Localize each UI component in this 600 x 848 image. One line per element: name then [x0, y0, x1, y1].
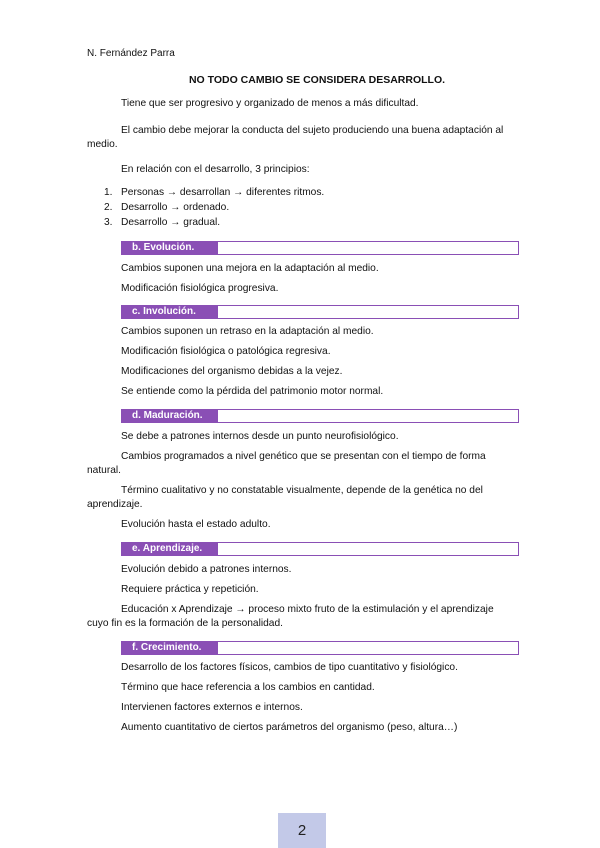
section-heading-label: d. Maduración.: [132, 410, 203, 421]
section-heading-label: e. Aprendizaje.: [132, 543, 203, 554]
list-text: Personas → desarrollan → diferentes ritmos.: [121, 187, 325, 198]
section-line: Modificaciones del organismo debidas a la vejez.: [121, 366, 343, 377]
section-line: Aumento cuantitativo de ciertos parámetros del organismo (peso, altura…): [121, 722, 458, 733]
section-line: Evolución debido a patrones internos.: [121, 564, 292, 575]
section-line: Cambios suponen un retraso en la adaptación al medio.: [121, 326, 374, 337]
list-number: 2.: [104, 202, 113, 213]
section-heading-label: f. Crecimiento.: [132, 642, 202, 653]
section-heading-evolucion: [121, 241, 519, 255]
running-header: N. Fernández Parra: [87, 48, 175, 59]
section-heading-maduracion: [121, 409, 519, 423]
principle-list-item: [104, 202, 229, 213]
section-line: Modificación fisiológica o patológica regresiva.: [121, 346, 331, 357]
list-number: 1.: [104, 187, 113, 198]
list-number: 3.: [104, 217, 113, 228]
section-line: Requiere práctica y repetición.: [121, 584, 259, 595]
section-line: Cambios suponen una mejora en la adaptación al medio.: [121, 263, 379, 274]
principle-list-item: [104, 187, 324, 198]
page-number: 2: [278, 813, 326, 848]
list-text: Desarrollo → gradual.: [121, 217, 221, 228]
section-heading-label: b. Evolución.: [132, 242, 195, 253]
intro-paragraph: Tiene que ser progresivo y organizado de menos a más dificultad.: [121, 98, 419, 109]
principle-list-item: [104, 217, 220, 228]
section-line: Se entiende como la pérdida del patrimonio motor normal.: [121, 386, 384, 397]
section-line: Desarrollo de los factores físicos, cambios de tipo cuantitativo y fisiológico.: [121, 662, 458, 673]
section-line: Término que hace referencia a los cambios en cantidad.: [121, 682, 375, 693]
section-line: Evolución hasta el estado adulto.: [121, 519, 271, 530]
section-line: Cambios programados a nivel genético que se presentan con el tiempo de forma natural.: [87, 451, 486, 476]
intro-paragraph: En relación con el desarrollo, 3 principios:: [121, 164, 310, 175]
list-text: Desarrollo → ordenado.: [121, 202, 230, 213]
section-line: Intervienen factores externos e internos.: [121, 702, 303, 713]
section-line: Educación x Aprendizaje → proceso mixto fruto de la estimulación y el aprendizaje cuyo fin es la formación de la personalidad.: [87, 604, 494, 629]
section-line: Término cualitativo y no constatable visualmente, depende de la genética no del aprendizaje.: [87, 485, 483, 510]
section-line: Se debe a patrones internos desde un punto neurofisiológico.: [121, 431, 399, 442]
page-title: NO TODO CAMBIO SE CONSIDERA DESARROLLO.: [188, 74, 446, 86]
intro-paragraph: El cambio debe mejorar la conducta del sujeto produciendo una buena adaptación al medio.: [87, 125, 504, 150]
section-heading-aprendizaje: [121, 542, 519, 556]
section-heading-crecimiento: [121, 641, 519, 655]
section-heading-label: c. Involución.: [132, 306, 196, 317]
section-heading-involucion: [121, 305, 519, 319]
section-line: Modificación fisiológica progresiva.: [121, 283, 279, 294]
